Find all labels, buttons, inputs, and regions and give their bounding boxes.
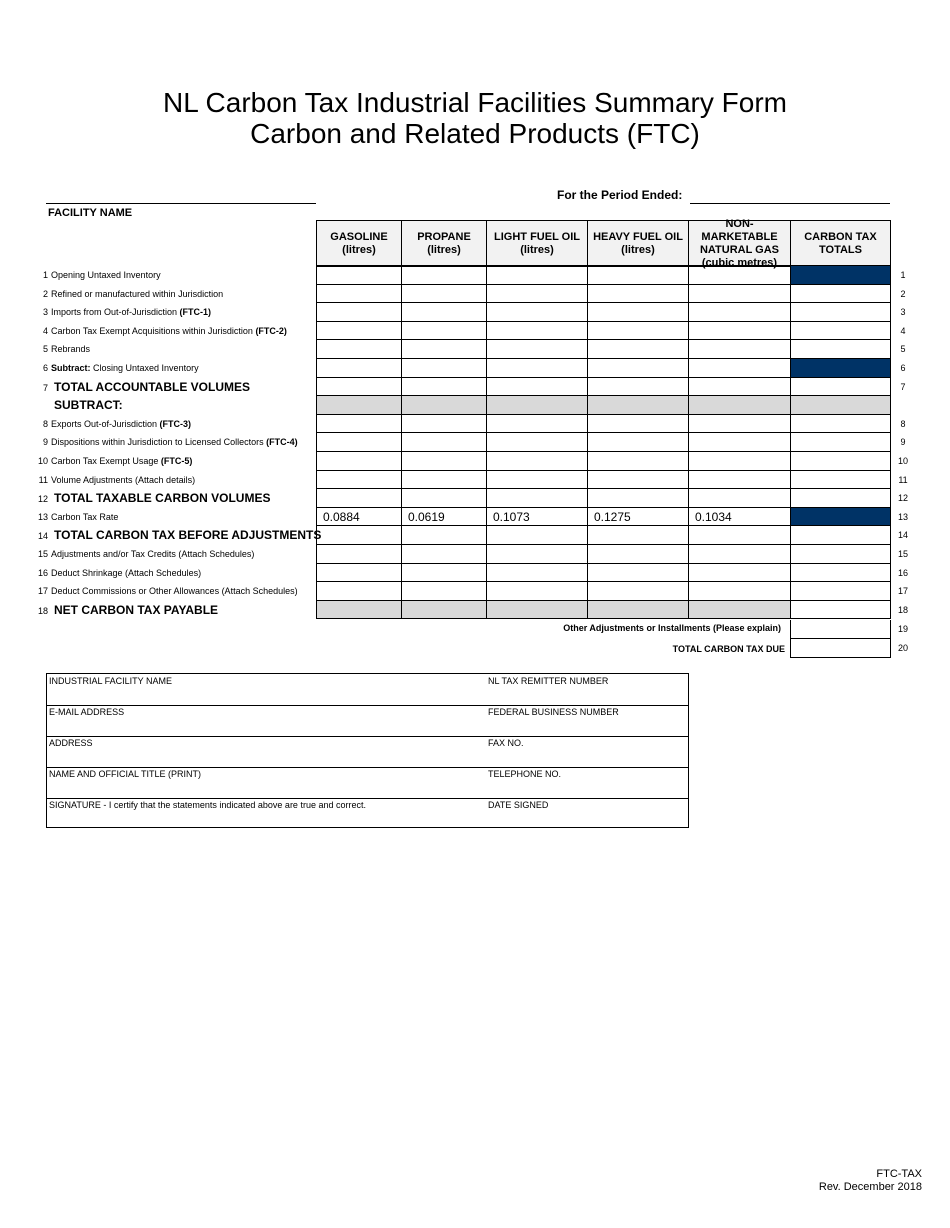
data-cell[interactable] xyxy=(401,526,486,545)
data-cell[interactable] xyxy=(790,582,891,601)
data-cell[interactable] xyxy=(316,582,401,601)
row-label-bold: Subtract: xyxy=(51,363,91,373)
info-row xyxy=(47,705,688,737)
data-cell[interactable] xyxy=(790,471,891,490)
data-cell[interactable] xyxy=(486,340,587,359)
data-cell[interactable] xyxy=(587,526,688,545)
row-label xyxy=(36,452,192,471)
data-cell[interactable] xyxy=(790,433,891,452)
row-label xyxy=(36,322,287,341)
row-label-text: Deduct Shrinkage (Attach Schedules) xyxy=(51,567,202,578)
data-cell[interactable] xyxy=(790,489,891,508)
data-cell[interactable] xyxy=(587,471,688,490)
row-number-left: 4 xyxy=(42,325,48,336)
column-header-line: (litres) xyxy=(621,243,655,256)
tax-rate-value: 0.0619 xyxy=(401,508,486,527)
row-number-left: 5 xyxy=(42,344,48,355)
row-number-left: 14 xyxy=(37,531,48,542)
row-number: 12 xyxy=(897,493,908,504)
row-number: 18 xyxy=(897,604,908,615)
data-cell[interactable] xyxy=(401,340,486,359)
row-label-text: SUBTRACT: xyxy=(54,398,123,413)
row-label xyxy=(36,582,298,601)
data-cell[interactable] xyxy=(587,322,688,341)
total-due-label: TOTAL CARBON TAX DUE xyxy=(672,644,785,654)
data-cell xyxy=(790,266,891,285)
info-field-label[interactable]: DATE SIGNED xyxy=(488,800,549,810)
data-cell[interactable] xyxy=(587,564,688,583)
data-cell xyxy=(401,396,486,415)
row-number-left: 11 xyxy=(38,474,48,485)
data-cell[interactable] xyxy=(790,340,891,359)
data-cell[interactable] xyxy=(486,526,587,545)
data-cell[interactable] xyxy=(486,415,587,434)
column-header-line: LIGHT FUEL OIL xyxy=(494,230,580,243)
row-number-left: 1 xyxy=(42,270,48,280)
row-label xyxy=(36,415,191,434)
column-header xyxy=(401,220,486,266)
column-header-line: GASOLINE xyxy=(330,230,388,243)
row-label-text: Rebrands xyxy=(51,344,91,355)
row-label xyxy=(36,564,201,583)
info-field-label[interactable]: NL TAX REMITTER NUMBER xyxy=(488,676,609,686)
data-cell[interactable] xyxy=(587,415,688,434)
info-row xyxy=(47,674,688,706)
info-row xyxy=(47,798,688,829)
data-cell[interactable] xyxy=(790,415,891,434)
data-cell[interactable] xyxy=(316,433,401,452)
row-number: 16 xyxy=(897,567,908,578)
row-number: 3 xyxy=(900,307,906,318)
form-reference: (FTC-2) xyxy=(255,325,287,336)
row-label-text: Adjustments and/or Tax Credits (Attach Schedules) xyxy=(51,549,255,559)
row-number-left: 18 xyxy=(37,605,48,616)
data-cell[interactable] xyxy=(688,340,790,359)
revision-date: Rev. December 2018 xyxy=(818,1181,922,1193)
period-ended-field[interactable] xyxy=(690,203,890,204)
data-cell[interactable] xyxy=(688,266,790,285)
data-cell[interactable] xyxy=(316,340,401,359)
row-label-text: Carbon Tax Exempt Acquisitions within Jurisdiction xyxy=(51,325,256,336)
row-number: 5 xyxy=(900,344,906,355)
row-label-text: NET CARBON TAX PAYABLE xyxy=(54,602,219,617)
data-cell[interactable] xyxy=(316,266,401,285)
tax-rate-value: 0.1073 xyxy=(486,508,587,527)
row-number-left: 15 xyxy=(37,549,48,559)
column-header-line: NON-MARKETABLE xyxy=(701,217,778,243)
footer xyxy=(819,1168,922,1194)
column-header-line: (cubic metres) xyxy=(701,256,778,269)
data-cell[interactable] xyxy=(688,433,790,452)
data-cell[interactable] xyxy=(486,285,587,304)
data-cell[interactable] xyxy=(587,303,688,322)
column-header-line: HEAVY FUEL OIL xyxy=(593,230,683,243)
row-label-text: Imports from Out-of-Jurisdiction xyxy=(51,307,180,318)
data-cell[interactable] xyxy=(688,582,790,601)
data-cell[interactable] xyxy=(688,601,790,620)
data-cell[interactable] xyxy=(316,322,401,341)
data-cell[interactable] xyxy=(688,564,790,583)
data-cell[interactable] xyxy=(587,266,688,285)
row-number-left: 10 xyxy=(37,456,48,466)
row-label xyxy=(36,508,118,527)
column-header xyxy=(790,220,891,266)
data-cell[interactable] xyxy=(316,378,401,397)
data-cell[interactable] xyxy=(486,322,587,341)
data-cell[interactable] xyxy=(688,452,790,471)
row-number: 1 xyxy=(900,270,906,280)
column-header xyxy=(688,217,790,269)
data-cell[interactable] xyxy=(587,601,688,620)
data-cell[interactable] xyxy=(790,526,891,545)
form-code: FTC-TAX xyxy=(876,1168,922,1180)
data-cell[interactable] xyxy=(401,582,486,601)
data-cell[interactable] xyxy=(486,601,587,620)
data-cell xyxy=(688,396,790,415)
info-row xyxy=(47,736,688,768)
row-number-left: 9 xyxy=(42,437,48,448)
data-cell[interactable] xyxy=(587,452,688,471)
row-number-left: 2 xyxy=(42,288,48,299)
row-number-left: 17 xyxy=(37,586,48,597)
data-cell[interactable] xyxy=(688,359,790,378)
data-cell[interactable] xyxy=(587,359,688,378)
row-label-text: Carbon Tax Rate xyxy=(51,511,119,522)
row-number: 17 xyxy=(897,586,908,597)
row-label-text: Dispositions within Jurisdiction to Licensed Collectors xyxy=(51,437,267,448)
row-label xyxy=(36,545,254,564)
form-reference: (FTC-3) xyxy=(159,418,192,429)
data-cell[interactable] xyxy=(688,322,790,341)
row-label-text: TOTAL TAXABLE CARBON VOLUMES xyxy=(54,491,271,506)
row-number: 2 xyxy=(900,288,906,299)
row-number xyxy=(895,396,911,415)
data-cell[interactable] xyxy=(316,601,401,620)
data-cell xyxy=(316,396,401,415)
other-adjustments-input[interactable] xyxy=(790,620,891,639)
row-number-left: 13 xyxy=(37,511,48,522)
data-cell[interactable] xyxy=(316,303,401,322)
column-header xyxy=(316,220,401,266)
data-cell xyxy=(587,396,688,415)
data-cell[interactable] xyxy=(486,359,587,378)
data-cell[interactable] xyxy=(401,545,486,564)
row-label-text: Refined or manufactured within Jurisdiction xyxy=(51,288,224,299)
data-cell[interactable] xyxy=(790,545,891,564)
data-cell[interactable] xyxy=(486,433,587,452)
row-label xyxy=(36,378,250,397)
data-cell[interactable] xyxy=(401,378,486,397)
data-cell[interactable] xyxy=(688,285,790,304)
data-cell[interactable] xyxy=(401,266,486,285)
tax-rate-value: 0.1275 xyxy=(587,508,688,527)
row-number-left: 3 xyxy=(42,307,48,318)
info-field-label[interactable]: INDUSTRIAL FACILITY NAME xyxy=(49,676,173,686)
row-number-left: 16 xyxy=(37,567,48,578)
info-row xyxy=(47,767,688,799)
info-field-label[interactable]: FAX NO. xyxy=(488,738,524,748)
total-due-input[interactable] xyxy=(790,639,891,658)
data-cell xyxy=(486,396,587,415)
other-adjustments-label: Other Adjustments or Installments (Please explain) xyxy=(563,623,781,633)
data-cell xyxy=(790,396,891,415)
facility-info-box xyxy=(46,673,689,828)
form-reference: (FTC-1) xyxy=(179,307,212,318)
row-number: 10 xyxy=(897,456,908,466)
info-field-label[interactable]: SIGNATURE - I certify that the statements indicated above are true and correct. xyxy=(49,800,366,810)
data-cell[interactable] xyxy=(688,545,790,564)
data-cell[interactable] xyxy=(401,415,486,434)
info-field-label[interactable]: NAME AND OFFICIAL TITLE (PRINT) xyxy=(49,769,202,779)
data-cell[interactable] xyxy=(401,285,486,304)
row-number: 4 xyxy=(900,325,906,336)
tax-rate-value: 0.0884 xyxy=(316,508,401,527)
data-cell[interactable] xyxy=(587,545,688,564)
data-cell[interactable] xyxy=(790,452,891,471)
data-cell[interactable] xyxy=(486,471,587,490)
data-cell[interactable] xyxy=(688,303,790,322)
data-cell[interactable] xyxy=(587,285,688,304)
data-cell[interactable] xyxy=(401,564,486,583)
row-label xyxy=(36,601,218,620)
form-reference: (FTC-4) xyxy=(266,437,298,448)
row-number-left: 12 xyxy=(37,494,48,505)
data-cell[interactable] xyxy=(401,322,486,341)
column-header-line: (litres) xyxy=(427,243,461,256)
data-cell[interactable] xyxy=(316,489,401,508)
data-cell[interactable] xyxy=(790,303,891,322)
data-cell[interactable] xyxy=(316,545,401,564)
data-cell[interactable] xyxy=(486,303,587,322)
row-number: 14 xyxy=(897,530,908,541)
info-field-label[interactable]: E-MAIL ADDRESS xyxy=(49,707,125,717)
data-cell[interactable] xyxy=(316,564,401,583)
column-header xyxy=(587,220,688,266)
row-label-text: Volume Adjustments (Attach details) xyxy=(51,474,196,485)
data-cell[interactable] xyxy=(587,582,688,601)
data-cell[interactable] xyxy=(316,415,401,434)
row-number: 11 xyxy=(898,474,908,485)
data-cell[interactable] xyxy=(316,452,401,471)
info-field-label[interactable]: ADDRESS xyxy=(49,738,93,748)
row-label xyxy=(36,471,195,490)
row-number: 13 xyxy=(897,511,908,522)
row-number: 9 xyxy=(900,437,906,448)
data-cell[interactable] xyxy=(401,303,486,322)
row-label-text: TOTAL ACCOUNTABLE VOLUMES xyxy=(54,379,250,394)
data-cell[interactable] xyxy=(486,378,587,397)
row-label-text: Closing Untaxed Inventory xyxy=(90,363,199,373)
data-cell[interactable] xyxy=(587,378,688,397)
data-cell[interactable] xyxy=(790,285,891,304)
data-cell[interactable] xyxy=(316,285,401,304)
data-cell[interactable] xyxy=(790,564,891,583)
row-label xyxy=(36,396,123,415)
data-cell[interactable] xyxy=(790,322,891,341)
data-cell[interactable] xyxy=(316,359,401,378)
data-cell[interactable] xyxy=(486,582,587,601)
data-cell[interactable] xyxy=(486,564,587,583)
form-subtitle: Carbon and Related Products (FTC) xyxy=(250,118,700,149)
form-title: NL Carbon Tax Industrial Facilities Summary Form xyxy=(163,87,787,118)
facility-name-field[interactable] xyxy=(46,203,316,204)
row-number: 20 xyxy=(897,643,908,653)
column-header-line: NATURAL GAS xyxy=(699,243,780,256)
data-cell[interactable] xyxy=(587,489,688,508)
info-field-label[interactable]: FEDERAL BUSINESS NUMBER xyxy=(488,707,619,717)
data-cell[interactable] xyxy=(401,452,486,471)
column-header xyxy=(486,220,587,266)
row-label-text: TOTAL CARBON TAX BEFORE ADJUSTMENTS xyxy=(54,528,322,543)
row-label-text: Carbon Tax Exempt Usage xyxy=(51,456,161,466)
data-cell[interactable] xyxy=(401,359,486,378)
data-cell[interactable] xyxy=(316,526,401,545)
tax-rate-value: 0.1034 xyxy=(688,508,790,527)
row-label-text: Exports Out-of-Jurisdiction xyxy=(51,418,160,429)
data-cell[interactable] xyxy=(587,433,688,452)
data-cell[interactable] xyxy=(688,489,790,508)
period-ended-label: For the Period Ended: xyxy=(557,188,683,202)
form-reference: (FTC-5) xyxy=(160,456,193,466)
column-header-line: (litres) xyxy=(520,243,554,256)
data-cell[interactable] xyxy=(688,526,790,545)
column-header-line: TOTALS xyxy=(819,243,862,256)
data-cell[interactable] xyxy=(790,378,891,397)
data-cell[interactable] xyxy=(486,489,587,508)
info-field-label[interactable]: TELEPHONE NO. xyxy=(488,769,562,779)
row-label xyxy=(36,359,199,378)
row-label xyxy=(36,340,90,359)
column-header-line: PROPANE xyxy=(417,230,471,243)
data-cell[interactable] xyxy=(401,433,486,452)
data-cell xyxy=(790,508,891,527)
row-number: 8 xyxy=(900,418,906,429)
data-cell[interactable] xyxy=(790,601,891,620)
column-header-line: CARBON TAX xyxy=(804,230,877,243)
row-number-left: 6 xyxy=(42,363,48,373)
row-number: 6 xyxy=(900,363,906,373)
data-cell[interactable] xyxy=(401,489,486,508)
row-label-text: Opening Untaxed Inventory xyxy=(51,270,161,280)
column-header-line: (litres) xyxy=(342,243,376,256)
row-number-left: 7 xyxy=(42,382,48,393)
row-label xyxy=(36,526,321,545)
row-number-left: 8 xyxy=(42,418,48,429)
row-number: 19 xyxy=(897,624,908,634)
data-cell[interactable] xyxy=(316,471,401,490)
row-label xyxy=(36,433,298,452)
data-cell[interactable] xyxy=(401,471,486,490)
row-label xyxy=(36,303,211,322)
row-label-text: Deduct Commissions or Other Allowances (Attach Schedules) xyxy=(51,586,298,597)
data-cell[interactable] xyxy=(486,452,587,471)
data-cell[interactable] xyxy=(486,266,587,285)
data-cell[interactable] xyxy=(587,340,688,359)
data-cell[interactable] xyxy=(486,545,587,564)
data-cell[interactable] xyxy=(688,471,790,490)
row-number: 15 xyxy=(897,549,908,559)
data-cell[interactable] xyxy=(688,378,790,397)
data-cell xyxy=(790,359,891,378)
facility-name-label: FACILITY NAME xyxy=(48,207,133,219)
row-label xyxy=(36,285,223,304)
data-cell[interactable] xyxy=(688,415,790,434)
row-label xyxy=(36,266,161,285)
data-cell[interactable] xyxy=(401,601,486,620)
row-label xyxy=(36,489,270,508)
row-number: 7 xyxy=(900,381,906,392)
